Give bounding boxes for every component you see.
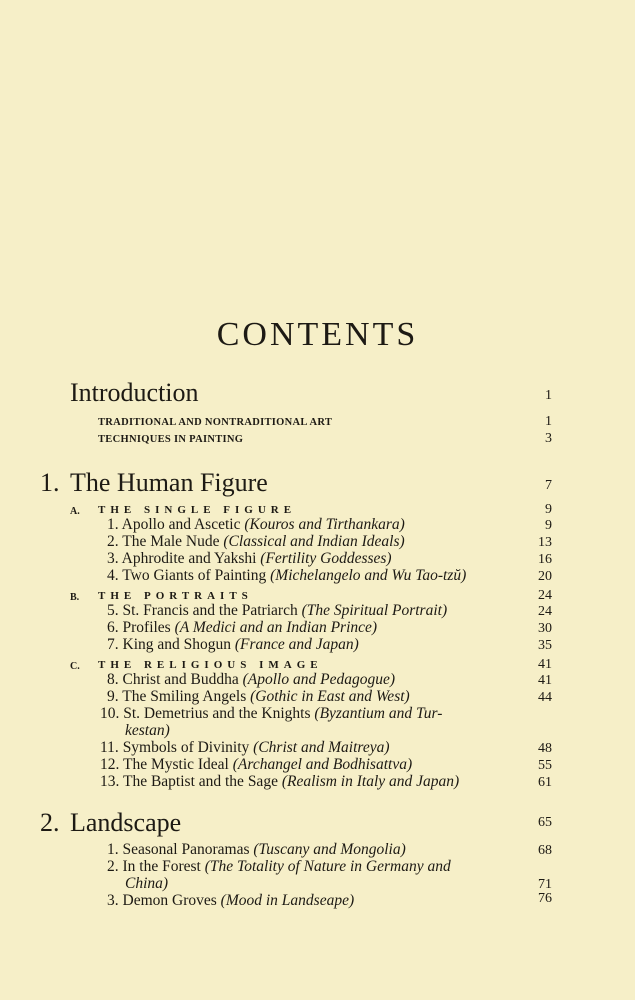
toc-entry-continuation: China)	[125, 875, 169, 892]
group-c-letter: C.	[70, 661, 80, 672]
toc-entry-page: 24	[538, 604, 552, 619]
toc-entry-page: 30	[538, 621, 552, 636]
toc-entry: 5. St. Francis and the Patriarch (The Spiritual Portrait)	[107, 602, 448, 619]
show-through-text	[470, 70, 474, 88]
toc-entry: 12. The Mystic Ideal (Archangel and Bodhisattva)	[100, 756, 413, 773]
toc-entry-page: 41	[538, 673, 552, 688]
group-a-title: THE SINGLE FIGURE	[98, 504, 297, 516]
toc-entry: 10. St. Demetrius and the Knights (Byzantium and Tur-	[100, 705, 443, 722]
toc-entry: 3. Aphrodite and Yakshi (Fertility Goddesses)	[107, 550, 392, 567]
toc-entry-page: 20	[538, 569, 552, 584]
page-title: CONTENTS	[216, 316, 419, 353]
toc-entry: 11. Symbols of Divinity (Christ and Maitreya)	[100, 739, 390, 756]
toc-entry: 8. Christ and Buddha (Apollo and Pedagogue)	[107, 671, 396, 688]
toc-entry: 6. Profiles (A Medici and an Indian Prince)	[107, 619, 378, 636]
toc-entry: 4. Two Giants of Painting (Michelangelo and Wu Tao-tzŭ)	[107, 567, 467, 584]
group-a-letter: A.	[70, 506, 80, 517]
toc-entry-page: 55	[538, 758, 552, 773]
intro-item-2: TECHNIQUES IN PAINTING	[98, 434, 244, 445]
toc-entry: 2. The Male Nude (Classical and Indian Ideals)	[107, 533, 405, 550]
chapter-1-heading: The Human Figure	[70, 468, 268, 497]
group-b-page: 24	[538, 588, 552, 603]
group-a-page: 9	[545, 502, 552, 517]
toc-entry-page: 76	[538, 891, 552, 906]
toc-entry-page: 13	[538, 535, 552, 550]
toc-entry: 1. Apollo and Ascetic (Kouros and Tirthankara)	[107, 516, 405, 533]
toc-entry: 3. Demon Groves (Mood in Landseape)	[107, 892, 355, 909]
chapter-2-number: 2.	[40, 808, 60, 837]
toc-entry-continuation: kestan)	[125, 722, 170, 739]
group-c-title: THE RELIGIOUS IMAGE	[98, 659, 323, 671]
toc-entry-page: 48	[538, 741, 552, 756]
intro-item-1: TRADITIONAL AND NONTRADITIONAL ART	[98, 417, 333, 428]
toc-entry: 7. King and Shogun (France and Japan)	[107, 636, 359, 653]
toc-entry: 2. In the Forest (The Totality of Nature in Germany and	[107, 858, 451, 875]
intro-item-2-page: 3	[545, 431, 552, 446]
chapter-1-page: 7	[545, 478, 552, 493]
toc-entry: 13. The Baptist and the Sage (Realism in Italy and Japan)	[100, 773, 460, 790]
toc-entry-page: 9	[545, 518, 552, 533]
toc-entry-page: 16	[538, 552, 552, 567]
chapter-2-page: 65	[538, 815, 552, 830]
toc-entry-page: 68	[538, 843, 552, 858]
chapter-1-number: 1.	[40, 468, 60, 497]
introduction-page: 1	[545, 388, 552, 403]
group-b-title: THE PORTRAITS	[98, 590, 253, 602]
toc-entry: 9. The Smiling Angels (Gothic in East and West)	[107, 688, 410, 705]
toc-entry-page: 35	[538, 638, 552, 653]
toc-entry-page: 61	[538, 775, 552, 790]
intro-item-1-page: 1	[545, 414, 552, 429]
introduction-heading: Introduction	[70, 378, 199, 407]
group-c-page: 41	[538, 657, 552, 672]
chapter-2-heading: Landscape	[70, 808, 182, 837]
toc-entry-page: 44	[538, 690, 552, 705]
group-b-letter: B.	[70, 592, 80, 603]
toc-entry-page: 71	[538, 877, 552, 892]
toc-entry: 1. Seasonal Panoramas (Tuscany and Mongolia)	[107, 841, 406, 858]
